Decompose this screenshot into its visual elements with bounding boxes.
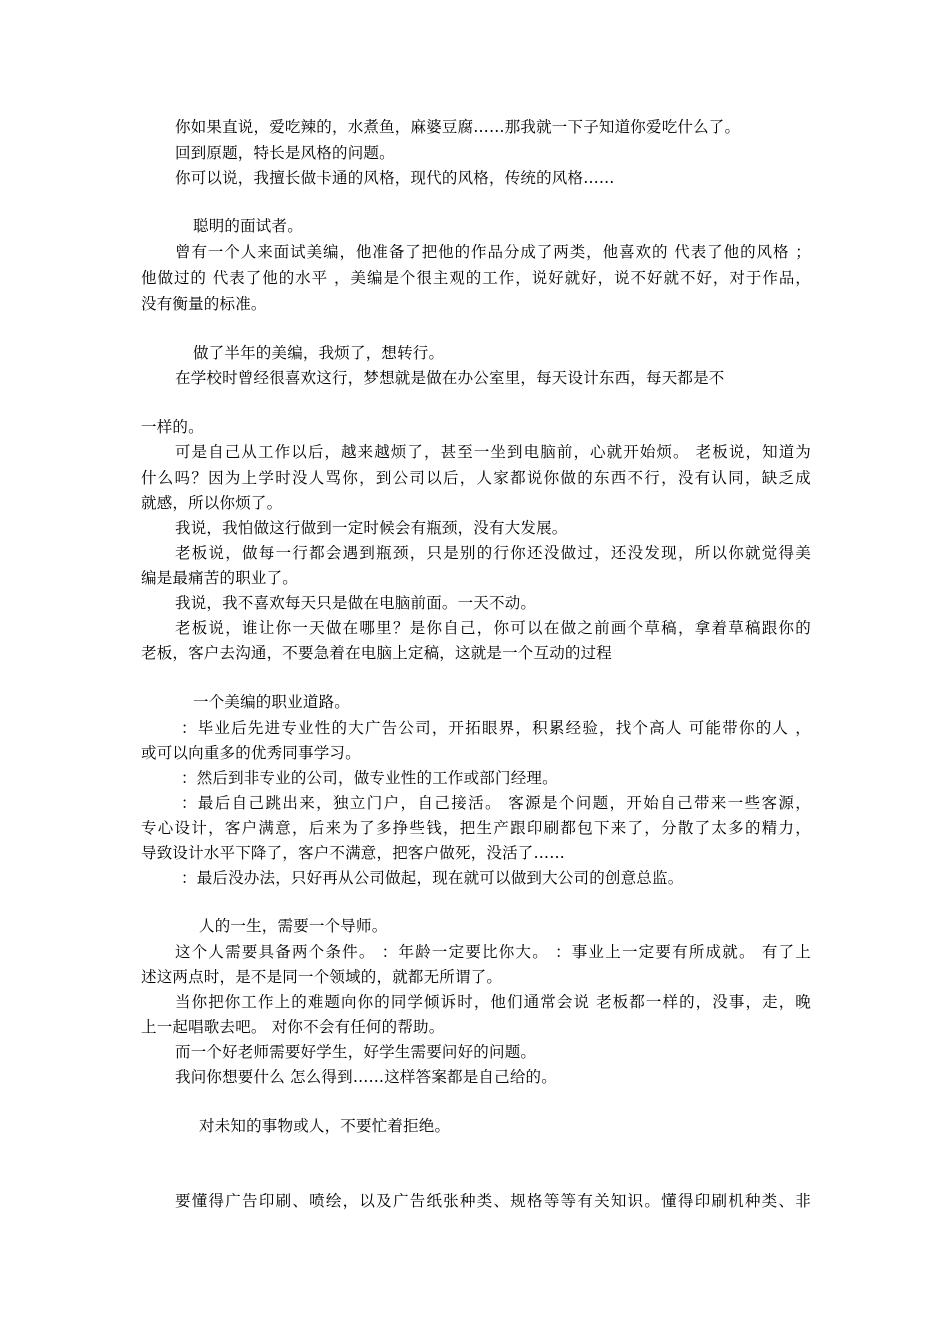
paragraph-line: ：最后没办法，只好再从公司做起，现在就可以做到大公司的创意总监。: [181, 869, 684, 887]
paragraph-line: 他做过的 代表了他的水平 ，美编是个很主观的工作，说好就好，说不好就不好，对于作品，: [141, 269, 811, 287]
paragraph-line: 曾有一个人来面试美编，他准备了把他的作品分成了两类，他喜欢的 代表了他的风格 ；: [175, 243, 811, 261]
document-page: [141, 0, 811, 1344]
paragraph-line: ：毕业后先进专业性的大广告公司，开拓眼界，积累经验，找个高人 可能带你的人 ，: [181, 719, 811, 737]
paragraph-line: ：然后到非专业的公司，做专业性的工作或部门经理。: [181, 769, 558, 787]
paragraph-line: 老板说，做每一行都会遇到瓶颈，只是别的行你还没做过，还没发现，所以你就觉得美: [175, 544, 811, 562]
paragraph-line: 编是最痛苦的职业了。: [141, 569, 299, 587]
paragraph-line: 要懂得广告印刷、喷绘，以及广告纸张种类、规格等等有关知识。懂得印刷机种类、非: [175, 1192, 811, 1210]
paragraph-line: 一样的。: [141, 418, 204, 436]
paragraph-line: 我说，我怕做这行做到一定时候会有瓶颈，没有大发展。: [175, 519, 568, 537]
paragraph-line: 在学校时曾经很喜欢这行，梦想就是做在办公室里，每天设计东西，每天都是不: [175, 369, 725, 387]
section-heading: 聪明的面试者。: [193, 217, 303, 235]
paragraph-line: 专心设计，客户满意，后来为了多挣些钱，把生产跟印刷都包下来了，分散了太多的精力，: [141, 819, 811, 837]
paragraph-line: 当你把你工作上的难题向你的同学倾诉时，他们通常会说 老板都一样的，没事，走，晚: [175, 993, 811, 1011]
section-heading: 对未知的事物或人，不要忙着拒绝。: [199, 1117, 451, 1135]
paragraph-line: 这个人需要具备两个条件。 ：年龄一定要比你大。 ：事业上一定要有所成就。 有了上: [175, 943, 811, 961]
paragraph-line: 你可以说，我擅长做卡通的风格，现代的风格，传统的风格……: [175, 169, 615, 187]
paragraph-line: 导致设计水平下降了，客户不满意，把客户做死，没活了……: [141, 844, 565, 862]
paragraph-line: 老板，客户去沟通，不要急着在电脑上定稿，这就是一个互动的过程: [141, 644, 613, 662]
paragraph-line: 没有衡量的标准。: [141, 295, 267, 313]
section-heading: 一个美编的职业道路。: [193, 693, 351, 711]
paragraph-line: 老板说，谁让你一天做在哪里？是你自己，你可以在做之前画个草稿，拿着草稿跟你的: [175, 619, 811, 637]
paragraph-line: 可是自己从工作以后，越来越烦了，甚至一坐到电脑前，心就开始烦。 老板说，知道为: [175, 443, 811, 461]
paragraph-line: 我说，我不喜欢每天只是做在电脑前面。一天不动。: [175, 594, 537, 612]
section-heading: 做了半年的美编，我烦了，想转行。: [193, 344, 445, 362]
paragraph-line: 我问你想要什么 怎么得到……这样答案都是自己给的。: [175, 1068, 557, 1086]
paragraph-line: 什么吗？因为上学时没人骂你，到公司以后，人家都说你做的东西不行，没有认同，缺乏成: [141, 469, 811, 487]
paragraph-line: 回到原题，特长是风格的问题。: [175, 144, 395, 162]
section-heading: 人的一生，需要一个导师。: [199, 917, 388, 935]
paragraph-line: ：最后自己跳出来，独立门户，自己接活。 客源是个问题，开始自己带来一些客源，: [181, 794, 811, 812]
paragraph-line: 述这两点时，是不是同一个领域的，就都无所谓了。: [141, 968, 503, 986]
paragraph-line: 你如果直说，爱吃辣的，水煮鱼，麻婆豆腐……那我就一下子知道你爱吃什么了。: [175, 118, 741, 136]
paragraph-line: 或可以向重多的优秀同事学习。: [141, 744, 361, 762]
paragraph-line: 就感，所以你烦了。: [141, 494, 283, 512]
paragraph-line: 上一起唱歌去吧。 对你不会有任何的帮助。: [141, 1018, 445, 1036]
paragraph-line: 而一个好老师需要好学生，好学生需要问好的问题。: [175, 1043, 537, 1061]
